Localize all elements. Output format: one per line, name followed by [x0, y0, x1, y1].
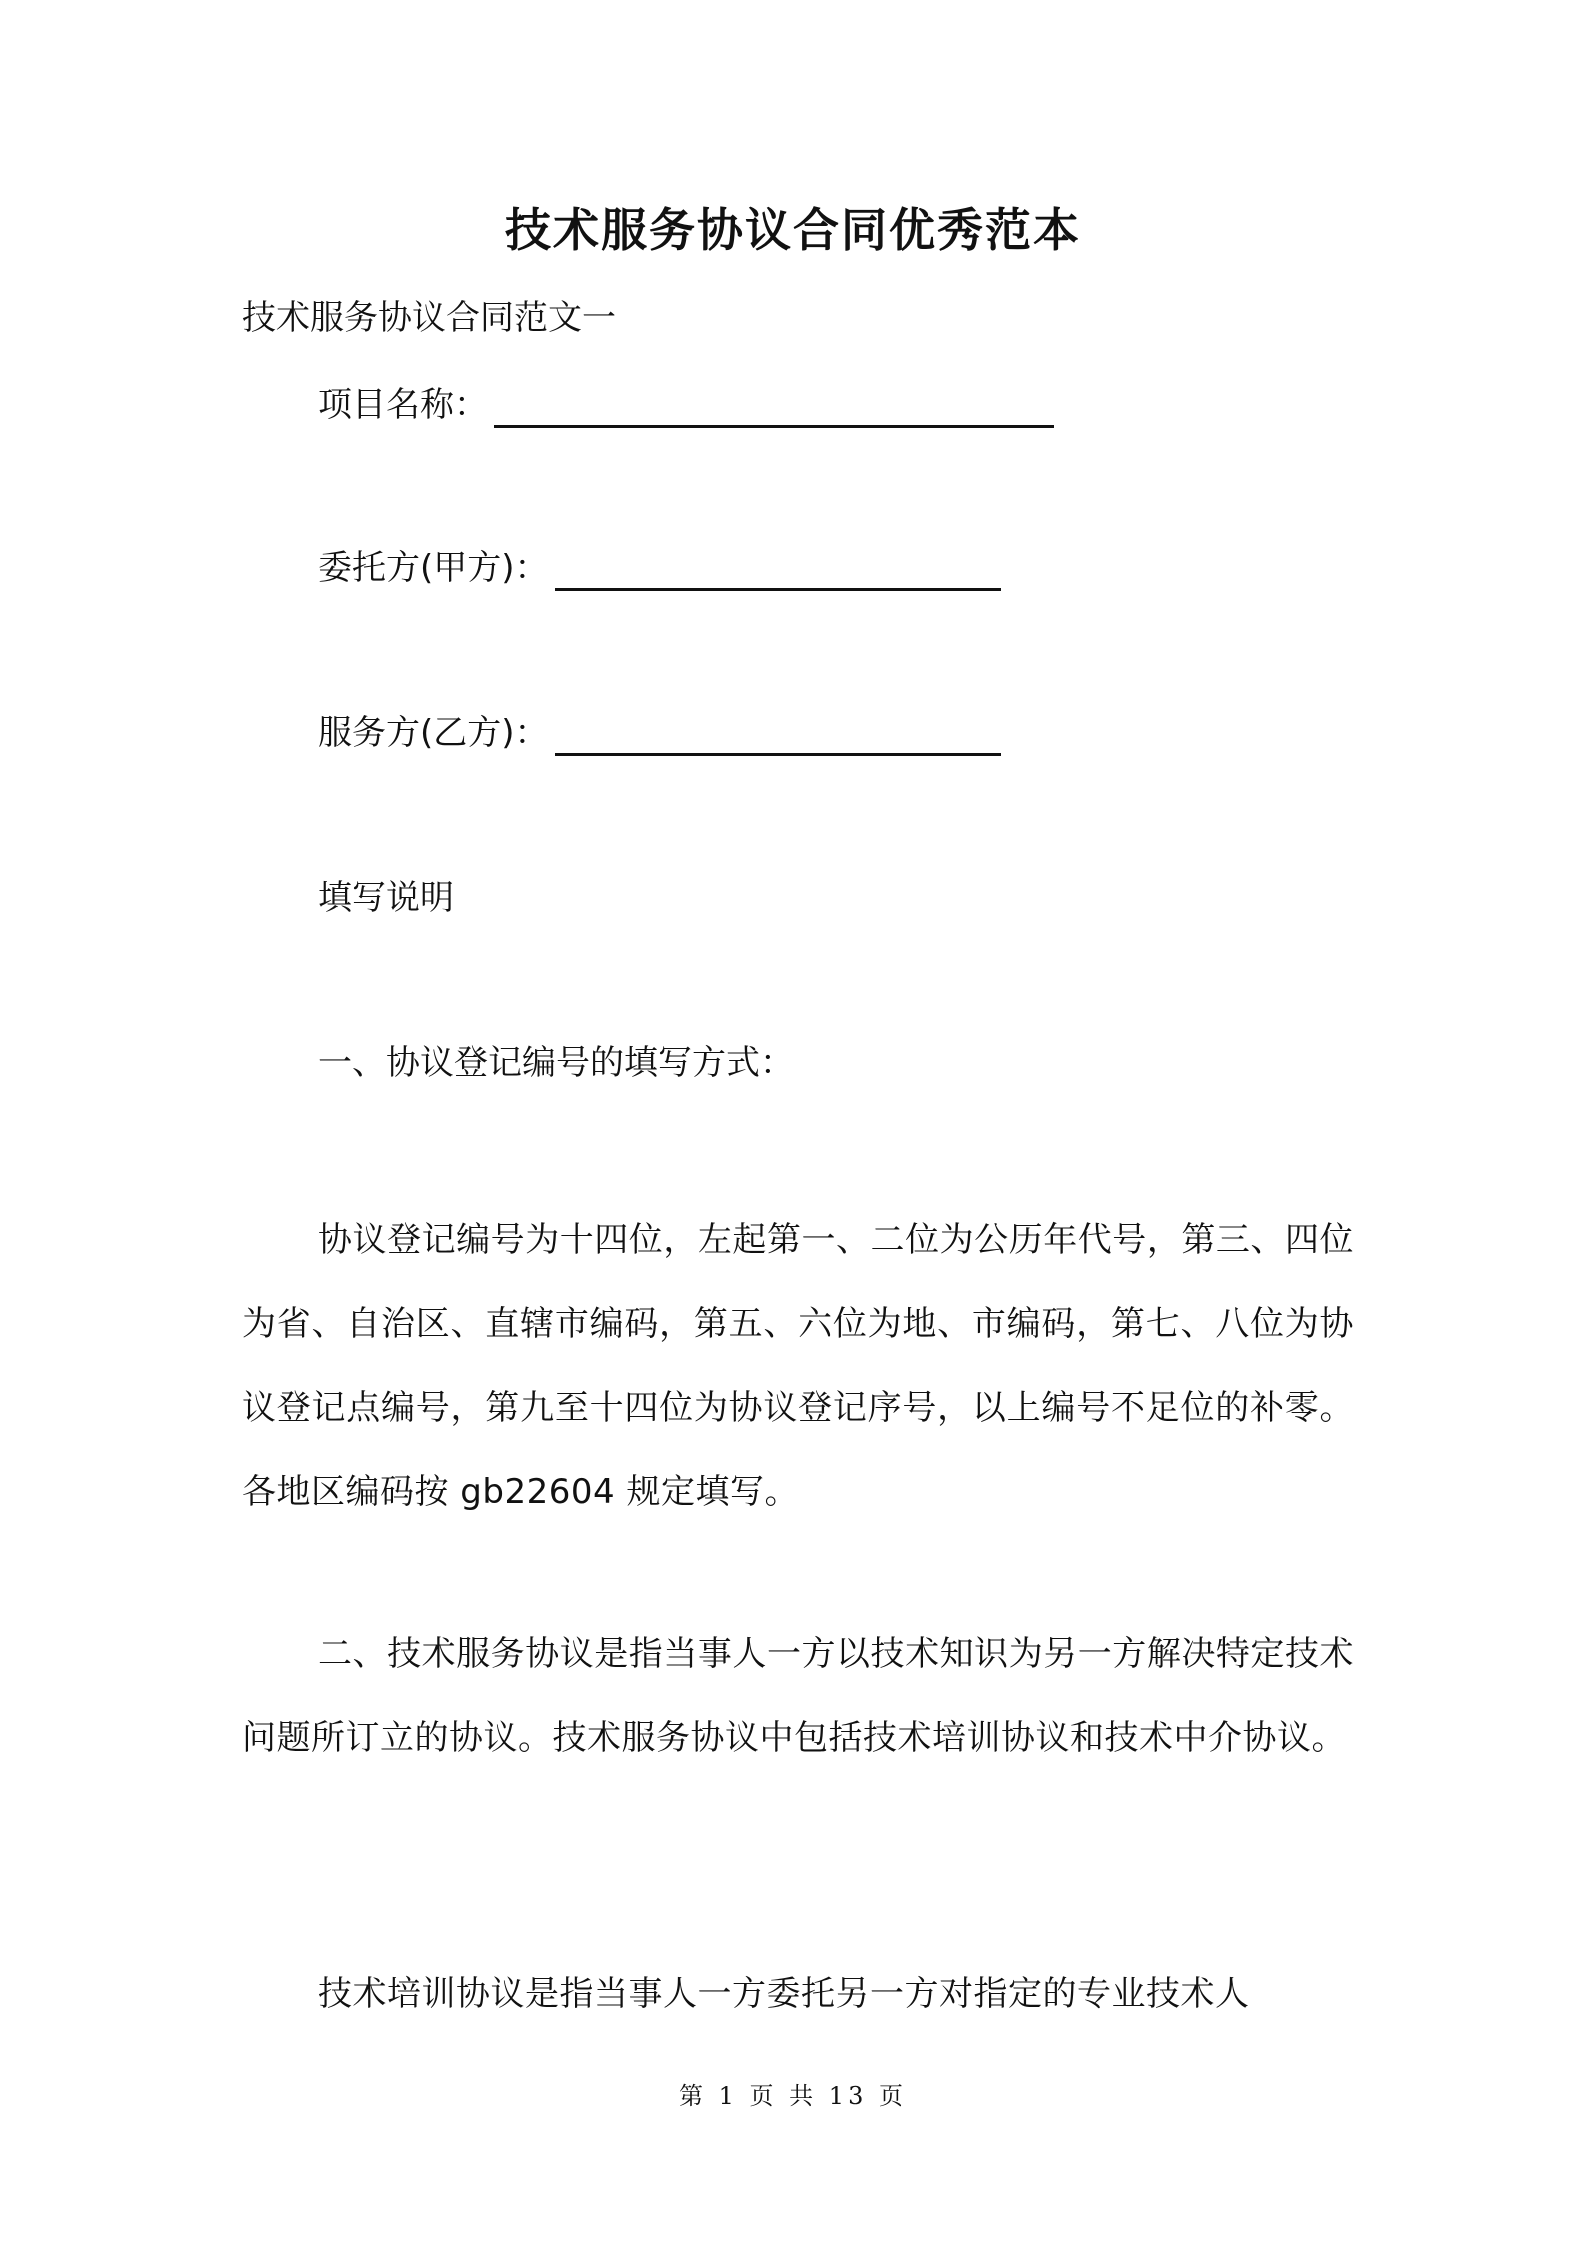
- service-party-field: [318, 710, 1001, 756]
- project-name-label: 项目名称：: [318, 385, 488, 425]
- project-name-blank-line[interactable]: [494, 391, 1054, 428]
- section-1-body: 协议登记编号为十四位，左起第一、二位为公历年代号，第三、四位为省、自治区、直辖市编码，第五、六位为地、市编码，第七、八位为协议登记点编号，第九至十四位为协议登记序号，以上编号不足位的补零。各地区编码按 gb22604 规定填写。: [242, 1220, 1354, 1512]
- client-party-label: 委托方(甲方)：: [318, 548, 549, 588]
- document-subtitle: 技术服务协议合同范文一: [242, 298, 616, 338]
- section-2-body: 二、技术服务协议是指当事人一方以技术知识为另一方解决特定技术问题所订立的协议。技术服务协议中包括技术培训协议和技术中介协议。: [242, 1634, 1354, 1758]
- client-party-field: [318, 545, 1001, 591]
- client-party-blank-line[interactable]: [555, 554, 1001, 591]
- instructions-heading: 填写说明: [318, 878, 454, 918]
- service-party-blank-line[interactable]: [555, 719, 1001, 756]
- project-name-field: [318, 382, 1054, 428]
- section-1-heading: 一、协议登记编号的填写方式：: [318, 1043, 794, 1083]
- page-number-footer: 第 1 页 共 13 页: [679, 2082, 907, 2110]
- document-title: 技术服务协议合同优秀范本: [505, 203, 1081, 257]
- service-party-label: 服务方(乙方)：: [318, 713, 549, 753]
- section-3-body: 技术培训协议是指当事人一方委托另一方对指定的专业技术人: [318, 1974, 1250, 2014]
